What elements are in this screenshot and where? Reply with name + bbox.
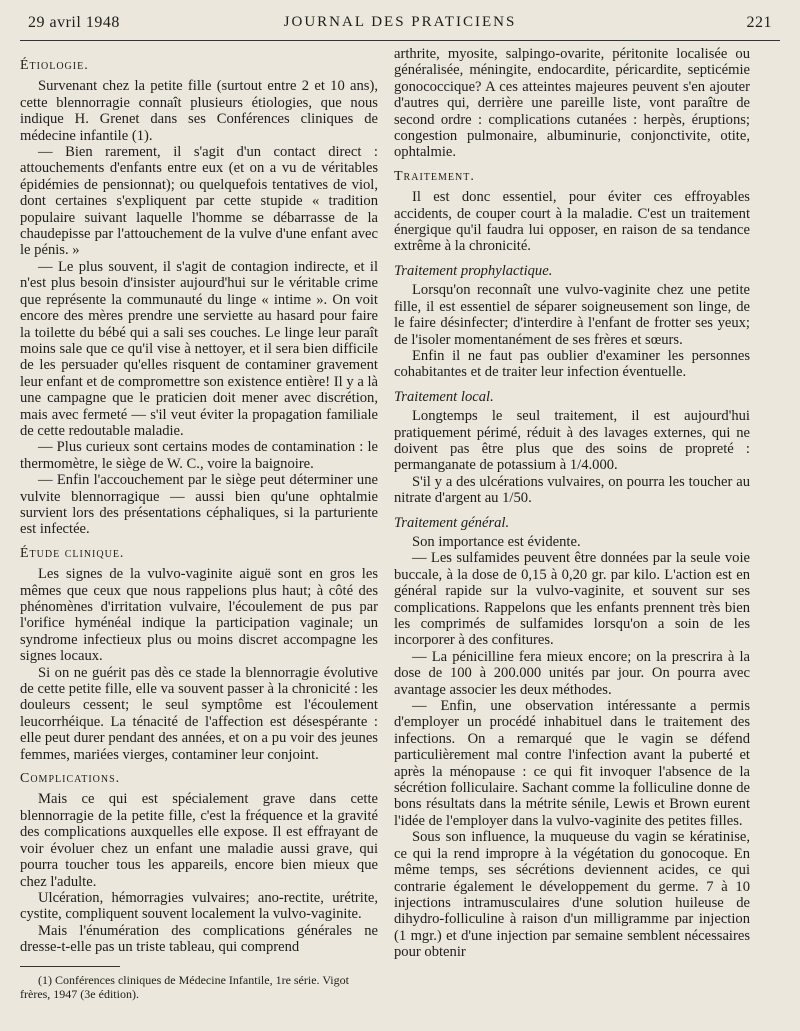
paragraph: arthrite, myosite, salpingo-ovarite, péritonite localisée ou généralisée, méningite, endocardite, péricardite, septicémie gonococcique? A ces atteintes majeures peuvent s'en ajouter d'autres qui, derrière une pareille liste, vont paraître de second ordre : complications cutanées : herpès, éruptions; congestion pulmonaire, albuminurie, conjonctivite, otite, ophtalmie. [394, 46, 750, 161]
section-traitement: Traitement. [394, 168, 475, 184]
footnote-rule [20, 966, 120, 967]
paragraph: — La pénicilline fera mieux encore; on la prescrira à la dose de 100 à 200.000 unités par jour. On pourra avec avantage associer les deux méthodes. [394, 648, 750, 698]
paragraph: Lorsqu'on reconnaît une vulvo-vaginite chez une petite fille, il est essentiel de séparer soigneusement son linge, de le faire désinfecter; d'interdire à l'enfant de frotter ses yeux; de l'isoler momentanément de ses frères et sœurs. [394, 282, 750, 348]
journal-title: JOURNAL DES PRATICIENS [283, 14, 517, 30]
section-complications: Complications. [20, 771, 121, 787]
paragraph: Les signes de la vulvo-vaginite aiguë sont en gros les mêmes que ceux que nous rappelions plus haut; à côté des phénomènes d'irritation vulvaire, l'écoulement de pus par l'orifice hyménéal indique la participation vaginale; un syndrome infectieux plus ou moins discret accompagne les signes locaux. [20, 566, 378, 665]
paragraph: — Le plus souvent, il s'agit de contagion indirecte, et il n'est plus besoin d'insister aujourd'hui sur le véritable crime que représente la communauté du linge « intime ». On voit encore des mères prendre une serviette au hasard pour faire la toilette du bébé qui a sali ses couches. Le linge leur paraît moins sale que ce qu'il vise à nettoyer, et il sera bien difficile de les persuader qu'elles risquent de contaminer gravement leur enfant et de compromettre son existence entière! Il y a là une campagne que le praticien doit mener avec discrétion, mais avec fermeté — s'il veut éviter la propagation familiale de cette redoutable maladie. [20, 258, 378, 439]
page-header [20, 14, 780, 34]
subsection-general: Traitement général. [394, 514, 510, 531]
paragraph: Mais ce qui est spécialement grave dans cette blennorragie de la petite fille, c'est la fréquence et la gravité des complications auxquelles elle expose. Il est effrayant de voir évoluer chez un enfant une maladie aussi grave, qui pourra toucher tous les appareils, encore bien mieux que chez l'adulte. [20, 791, 378, 890]
paragraph: Survenant chez la petite fille (surtout entre 2 et 10 ans), cette blennorragie connaît plusieurs étiologies, que nous indique H. Grenet dans ses Conférences cliniques de médecine infantile (1). [20, 78, 378, 144]
subsection-local: Traitement local. [394, 388, 494, 405]
paragraph: Il est donc essentiel, pour éviter ces effroyables accidents, de couper court à la maladie. C'est un traitement énergique qu'il faudra lui opposer, en raison de sa tendance extrême à la chronicité. [394, 189, 750, 255]
right-column [394, 46, 750, 961]
paragraph: Ulcération, hémorragies vulvaires; ano-rectite, urétrite, cystite, compliquent souvent localement la vulvo-vaginite. [20, 889, 378, 923]
paragraph: Sous son influence, la muqueuse du vagin se kératinise, ce qui la rend impropre à la végétation du gonocoque. En même temps, ses sécrétions deviennent acides, ce qui contrarie également le développement du germe. 7 à 10 injections intramusculaires d'une solution huileuse de dihydro-folliculine à raison d'un milligramme par injection (1 mgr.) et d'une injection par semaine semblent nécessaires pour obtenir [394, 829, 750, 961]
paragraph: Mais l'énumération des complications générales ne dresse-t-elle pas un triste tableau, qui comprend [20, 922, 378, 956]
paragraph: Son importance est évidente. [412, 533, 581, 550]
header-date: 29 avril 1948 [28, 14, 120, 31]
paragraph: S'il y a des ulcérations vulvaires, on pourra les toucher au nitrate d'argent au 1/50. [394, 473, 750, 507]
subsection-prophylactique: Traitement prophylactique. [394, 262, 553, 279]
paragraph: — Les sulfamides peuvent être données par la seule voie buccale, à la dose de 0,15 à 0,20 gr. par kilo. L'action est en général rapide sur la vulvo-vaginite, et souvent sur ses complications. Rappelons que les enfants prennent très bien les comprimés de sulfamides lorsqu'on a soin de les incorporer à des confitures. [394, 550, 750, 649]
paragraph: — Enfin, une observation intéressante a permis d'employer un procédé inhabituel dans le traitement des infections. On a remarqué que le vagin se défend particulièrement mal contre l'infection avant la puberté et après la ménopause : ce qui fit invoquer l'absence de la sécrétion folliculaire. Sachant comme la folliculine donne de bons résultats dans la métrite sénile, Lewis et Brown eurent l'idée de l'employer dans la vulvo-vaginite des petites filles. [394, 698, 750, 829]
page-number: 221 [746, 14, 772, 31]
paragraph: — Plus curieux sont certains modes de contamination : le thermomètre, le siège de W. C., voire la baignoire. [20, 439, 378, 472]
paragraph: — Bien rarement, il s'agit d'un contact direct : attouchements d'enfants entre eux (et on a vu de véritables épidémies de pensionnat); ou quelquefois tentatives de viol, dont certaines s'expliquent par cette stupide « tradition populaire suivant laquelle l'homme se débarrasse de la chaudepisse par l'attouchement de la vulve d'une enfant avec le pénis. » [20, 144, 378, 259]
paragraph: Enfin il ne faut pas oublier d'examiner les personnes cohabitantes et de traiter leur infection éventuelle. [394, 347, 750, 381]
left-column [20, 58, 378, 1001]
section-etiologie: Étiologie. [20, 58, 89, 73]
paragraph: Longtemps le seul traitement, il est aujourd'hui pratiquement périmé, réduit à des lavages externes, qui ne doivent pas être plus que des soins de propreté : permanganate de potassium à 1/4.000. [394, 408, 750, 474]
footnote: (1) Conférences cliniques de Médecine Infantile, 1re série. Vigot frères, 1947 (3e édition). [20, 972, 349, 1001]
header-rule [20, 40, 780, 41]
paragraph: — Enfin l'accouchement par le siège peut déterminer une vulvite blennorragique — aussi bien qu'une ophtalmie survient lors des présentations céphaliques, si la parturiente est infectée. [20, 472, 378, 538]
paragraph: Si on ne guérit pas dès ce stade la blennorragie évolutive de cette petite fille, elle va souvent passer à la chronicité : les douleurs cessent; le seul symptôme est l'écoulement leucorrhéique. La ténacité de l'affection est désespérante : elle peut durer pendant des années, et on a pu voir des jeunes femmes, mariées vierges, contaminer leur conjoint. [20, 664, 378, 763]
section-etude-clinique: Étude clinique. [20, 545, 125, 561]
